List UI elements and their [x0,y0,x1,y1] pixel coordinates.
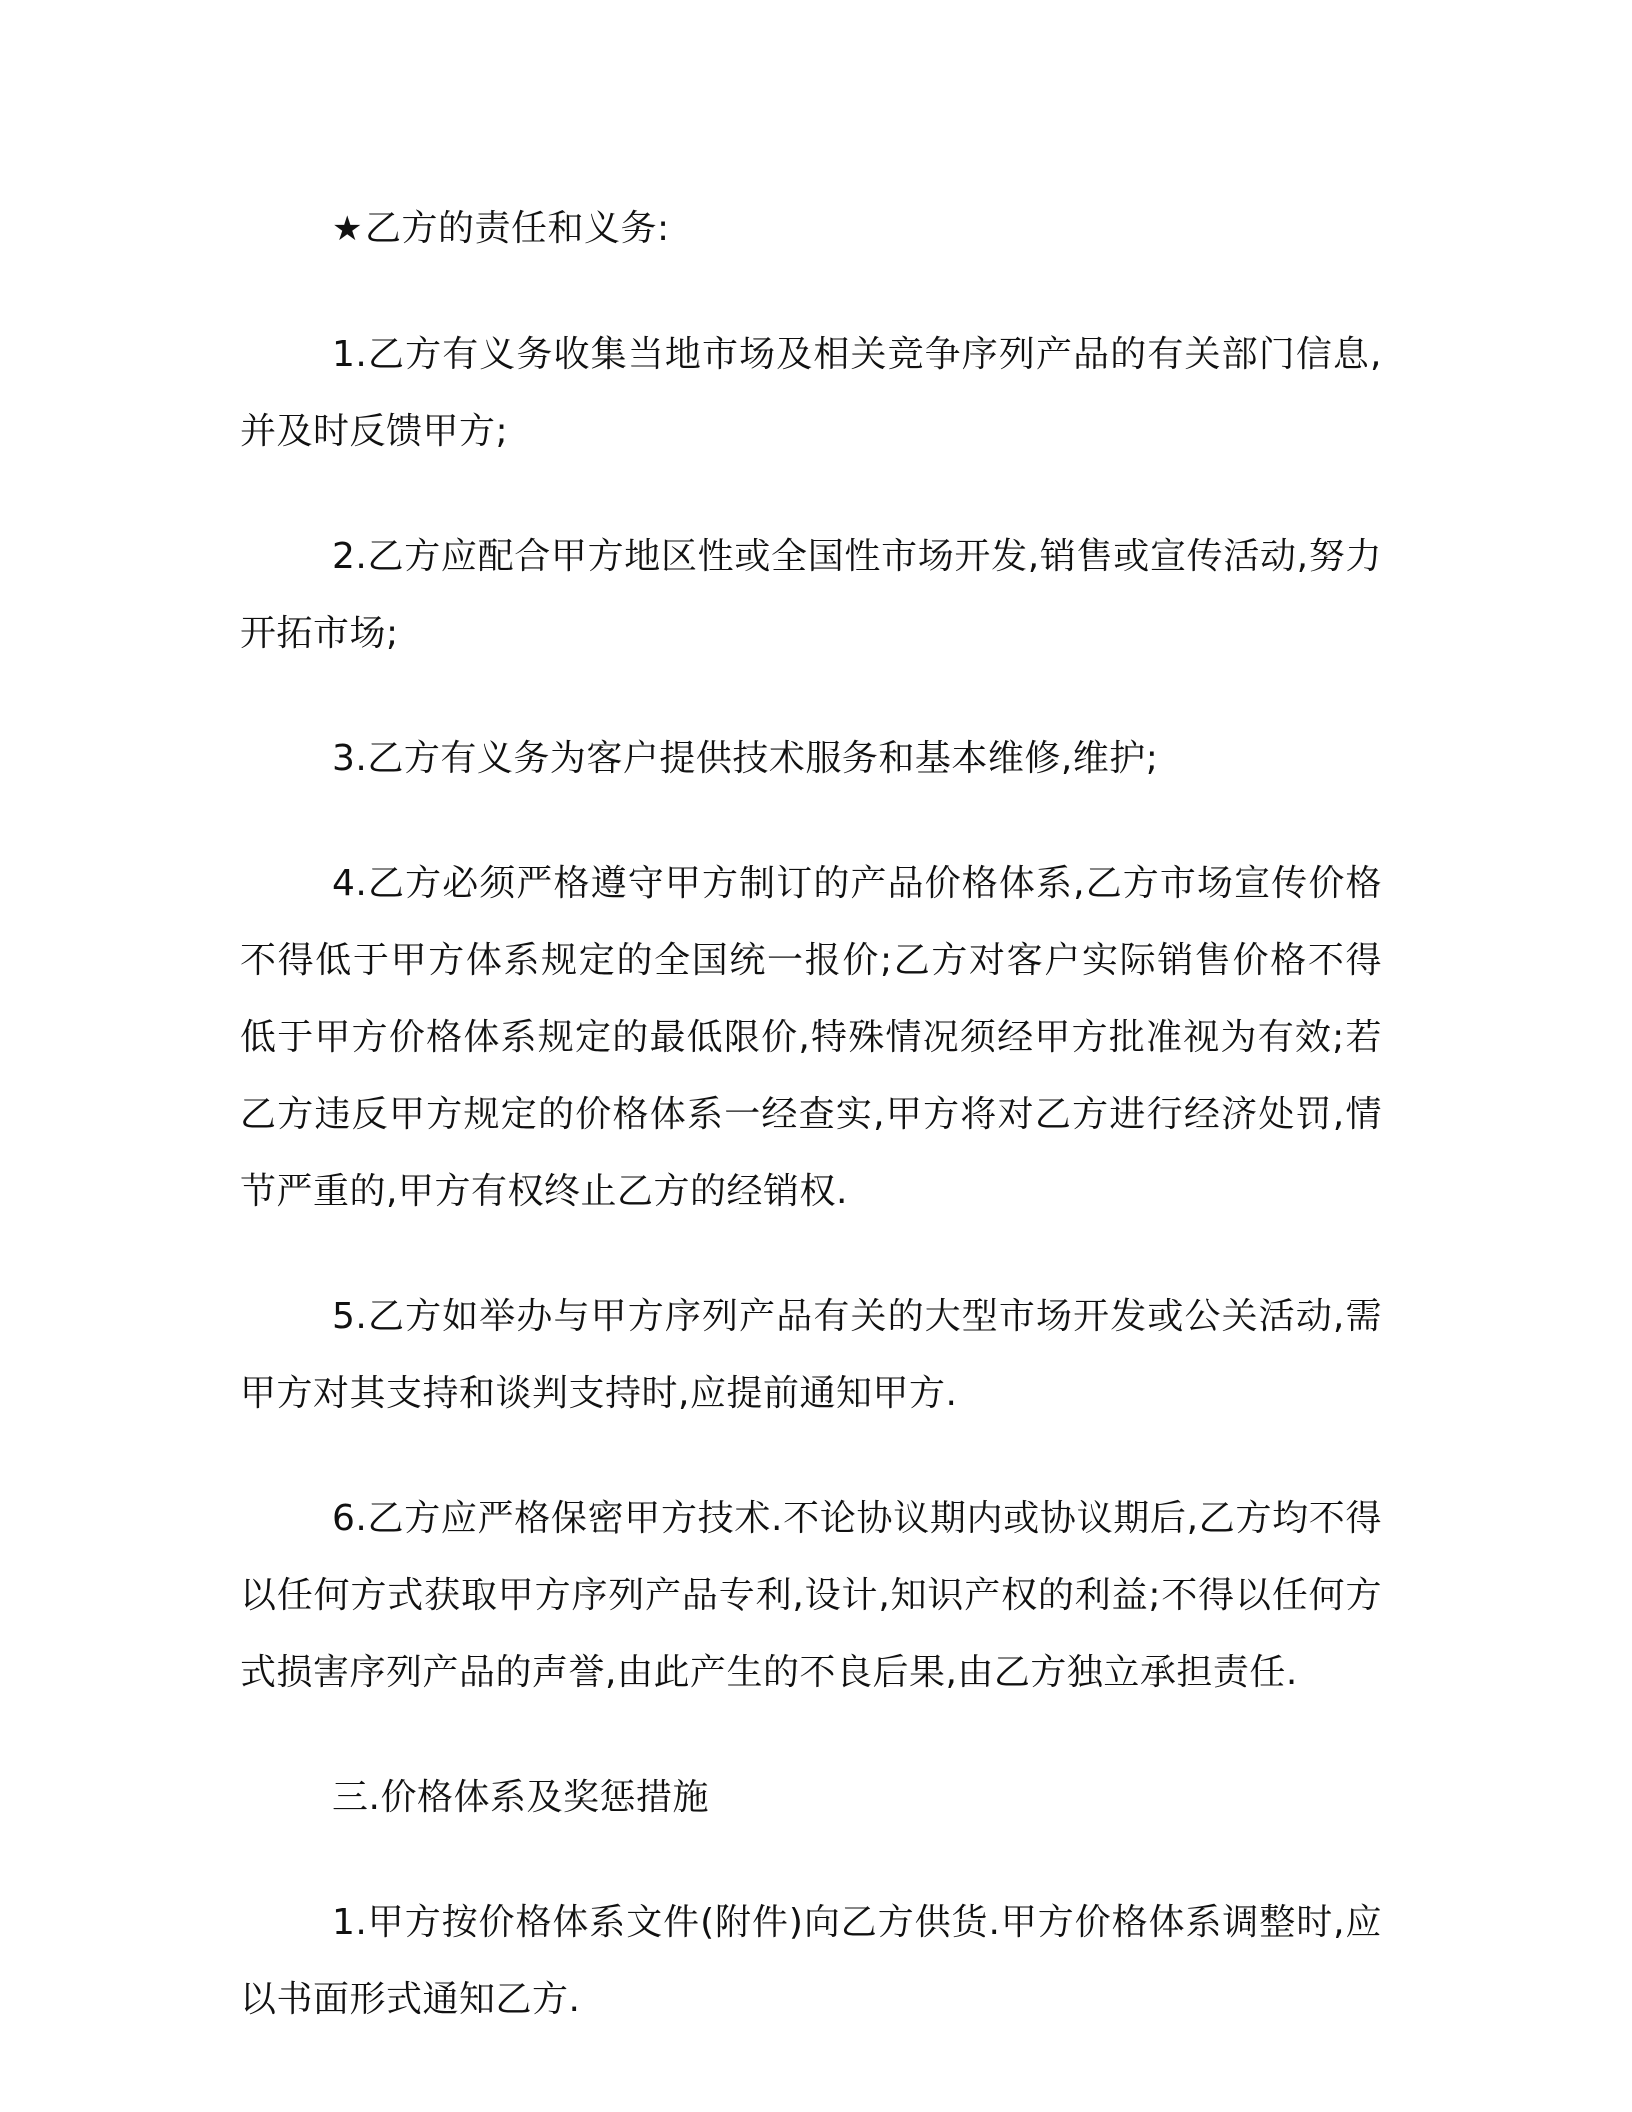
obligation-paragraph-3: 3.乙方有义务为客户提供技术服务和基本维修,维护; [332,738,1159,779]
responsibilities-heading [240,190,1382,268]
star-icon: ★ [332,209,363,249]
obligation-paragraph-1: 1.乙方有义务收集当地市场及相关竞争序列产品的有关部门信息,并及时反馈甲方; [240,334,1382,452]
pricing-paragraph-1: 1.甲方按价格体系文件(附件)向乙方供货.甲方价格体系调整时,应以书面形式通知乙方. [240,1902,1382,2020]
obligation-paragraph-6: 6.乙方应严格保密甲方技术.不论协议期内或协议期后,乙方均不得以任何方式获取甲方序列产品专利,设计,知识产权的利益;不得以任何方式损害序列产品的声誉,由此产生的不良后果,由乙方独立承担责任. [240,1498,1382,1693]
obligation-paragraph-2: 2.乙方应配合甲方地区性或全国性市场开发,销售或宣传活动,努力开拓市场; [240,536,1382,654]
responsibilities-heading-text: 乙方的责任和义务: [364,208,670,249]
obligation-paragraph-4: 4.乙方必须严格遵守甲方制订的产品价格体系,乙方市场宣传价格不得低于甲方体系规定的全国统一报价;乙方对客户实际销售价格不得低于甲方价格体系规定的最低限价,特殊情况须经甲方批准视为有效;若乙方违反甲方规定的价格体系一经查实,甲方将对乙方进行经济处罚,情节严重的,甲方有权终止乙方的经销权. [240,863,1382,1212]
obligation-paragraph-5: 5.乙方如举办与甲方序列产品有关的大型市场开发或公关活动,需甲方对其支持和谈判支持时,应提前通知甲方. [240,1296,1382,1414]
section-three-title: 三.价格体系及奖惩措施 [332,1777,709,1818]
document-body [240,190,1382,2086]
